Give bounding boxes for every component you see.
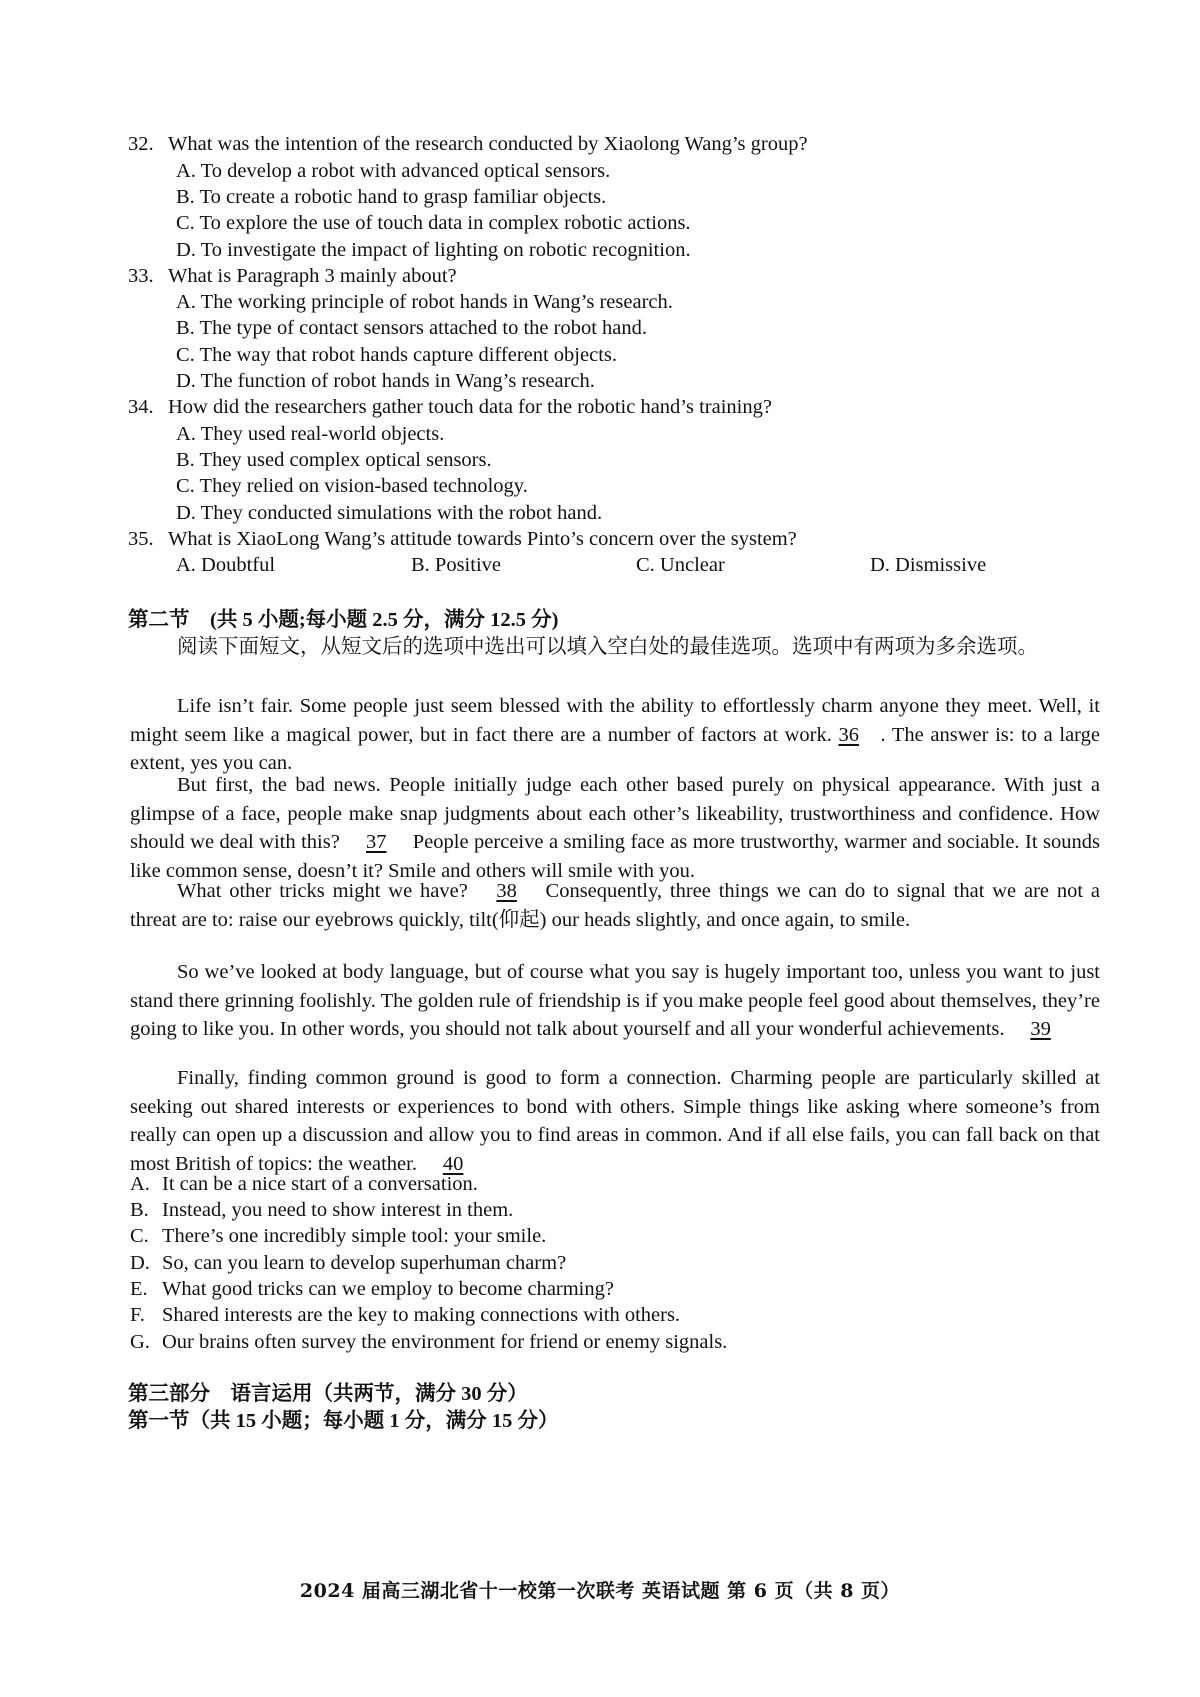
part-3-section-1-heading: 第一节（共 15 小题；每小题 1 分，满分 15 分） bbox=[128, 1410, 559, 1432]
q35-option-d: D. Dismissive bbox=[870, 554, 987, 576]
question-number: 34. bbox=[128, 396, 154, 418]
q35-options bbox=[176, 551, 1076, 579]
question-35 bbox=[128, 525, 1108, 553]
q33-option-b: B. The type of contact sensors attached to the robot hand. bbox=[176, 317, 647, 339]
q33-option-d: D. The function of robot hands in Wang’s research. bbox=[176, 370, 595, 392]
question-33 bbox=[128, 262, 1108, 290]
question-number: 35. bbox=[128, 528, 154, 550]
section-2-heading: 第二节 (共 5 小题;每小题 2.5 分，满分 12.5 分) bbox=[128, 609, 559, 631]
question-stem: How did the researchers gather touch data for the robotic hand’s training? bbox=[168, 396, 772, 418]
q32-option-d: D. To investigate the impact of lighting on robotic recognition. bbox=[176, 239, 691, 261]
blank-37: 37 bbox=[366, 831, 387, 853]
blank-39: 39 bbox=[1030, 1018, 1051, 1040]
question-stem: What was the intention of the research conducted by Xiaolong Wang’s group? bbox=[168, 133, 808, 155]
question-stem: What is XiaoLong Wang’s attitude towards Pinto’s concern over the system? bbox=[168, 528, 797, 550]
question-stem: What is Paragraph 3 mainly about? bbox=[168, 265, 457, 287]
q34-option-b: B. They used complex optical sensors. bbox=[176, 449, 492, 471]
q33-option-a: A. The working principle of robot hands in Wang’s research. bbox=[176, 291, 673, 313]
part-3-heading: 第三部分 语言运用（共两节，满分 30 分） bbox=[128, 1383, 528, 1405]
choice-b: B. Instead, you need to show interest in them. bbox=[130, 1199, 514, 1221]
passage-paragraph-4: So we’ve looked at body language, but of course what you say is hugely important too, unless you want to just stand there grinning foolishly. The golden rule of friendship is if you make people feel good about themselves, they’re going to like you. In other words, you should not talk about yourself and all your wonderful achievements. 39 bbox=[130, 958, 1100, 1044]
blank-38: 38 bbox=[496, 880, 517, 902]
q32-option-b: B. To create a robotic hand to grasp familiar objects. bbox=[176, 186, 607, 208]
passage-paragraph-5: Finally, finding common ground is good to form a connection. Charming people are particularly skilled at seeking out shared interests or experiences to bond with others. Simple things like asking where someone’s from really can open up a discussion and allow you to find areas in common. And if all else fails, you can fall back on that most British of topics: the weather. 40 bbox=[130, 1064, 1100, 1178]
q34-option-d: D. They conducted simulations with the robot hand. bbox=[176, 502, 603, 524]
passage-paragraph-3: What other tricks might we have? 38 Consequently, three things we can do to signal that we are not a threat are to: raise our eyebrows quickly, tilt(仰起) our heads slightly, and once again, to smile. bbox=[130, 877, 1100, 934]
blank-40: 40 bbox=[442, 1152, 464, 1175]
q32-option-a: A. To develop a robot with advanced optical sensors. bbox=[176, 160, 611, 182]
passage-paragraph-1: Life isn’t fair. Some people just seem blessed with the ability to effortlessly charm anyone they meet. Well, it might seem like a magical power, but in fact there are a number of factors at work. 36 . The answer is: to a large extent, yes you can. bbox=[130, 695, 1100, 774]
q35-option-a: A. Doubtful bbox=[176, 554, 276, 576]
question-number: 32. bbox=[128, 133, 154, 155]
q35-option-b: B. Positive bbox=[411, 554, 501, 576]
q35-option-c: C. Unclear bbox=[636, 554, 725, 576]
choice-g: G. Our brains often survey the environment for friend or enemy signals. bbox=[130, 1331, 728, 1353]
q34-option-c: C. They relied on vision-based technology. bbox=[176, 475, 528, 497]
question-number: 33. bbox=[128, 265, 154, 287]
q32-option-c: C. To explore the use of touch data in complex robotic actions. bbox=[176, 212, 691, 234]
passage-paragraph-2: But first, the bad news. People initially judge each other based purely on physical appearance. With just a glimpse of a face, people make snap judgments about each other’s likeability, trustworthiness and confidence. How should we deal with this? 37 People perceive a smiling face as more trustworthy, warmer and sociable. It sounds like common sense, doesn’t it? Smile and others will smile with you. bbox=[130, 774, 1100, 882]
question-34 bbox=[128, 393, 1108, 421]
choice-c: C. There’s one incredibly simple tool: your smile. bbox=[130, 1225, 547, 1247]
choice-e: E. What good tricks can we employ to become charming? bbox=[130, 1278, 614, 1300]
page-footer: 2024 届高三湖北省十一校第一次联考 英语试题 第 6 页（共 8 页） bbox=[299, 1580, 901, 1602]
q33-option-c: C. The way that robot hands capture different objects. bbox=[176, 344, 618, 366]
blank-36: 36 bbox=[838, 723, 859, 746]
question-32 bbox=[128, 130, 1108, 158]
choice-d: D. So, can you learn to develop superhuman charm? bbox=[130, 1252, 567, 1274]
q34-option-a: A. They used real-world objects. bbox=[176, 423, 445, 445]
choice-a: A. It can be a nice start of a conversation. bbox=[130, 1173, 478, 1195]
choice-f: F. Shared interests are the key to making connections with others. bbox=[130, 1304, 681, 1326]
section-2-instruction: 阅读下面短文，从短文后的选项中选出可以填入空白处的最佳选项。选项中有两项为多余选项。 bbox=[177, 636, 1038, 658]
